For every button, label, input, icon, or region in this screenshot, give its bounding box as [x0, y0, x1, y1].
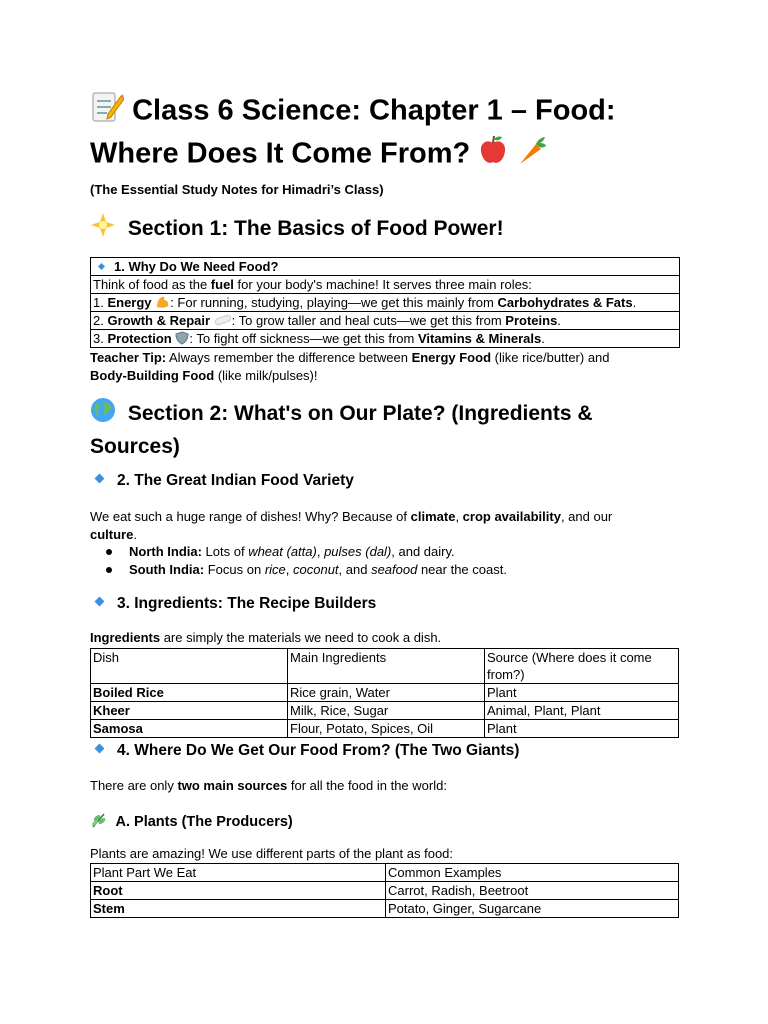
plants-paragraph: Plants are amazing! We use different parts of the plant as food: — [90, 846, 454, 861]
sources-heading: 4. Where Do We Get Our Food From? (The Two Giants) — [96, 742, 519, 760]
section-1-title: Section 1: The Basics of Food Power! — [127, 217, 504, 241]
variety-heading: 2. The Great Indian Food Variety — [96, 472, 354, 490]
role-growth: 2. Growth & Repair : To grow taller and heal cuts—we get this from Proteins. — [91, 311, 679, 329]
variety-paragraph: We eat such a huge range of dishes! Why? Because of climate, crop availability, and our culture. — [90, 509, 613, 542]
diamond-bullet-icon — [95, 744, 105, 754]
carrot-icon — [516, 134, 548, 176]
flexed-biceps-icon — [155, 295, 170, 313]
section-2-title-line-2: Sources) — [90, 435, 180, 458]
section-1-heading — [90, 212, 504, 247]
table-row: Kheer Milk, Rice, Sugar Animal, Plant, Plant — [91, 702, 679, 720]
table-header-row: Dish Main Ingredients Source (Where does it come from?) — [91, 649, 679, 684]
subtitle: (The Essential Study Notes for Himadri’s Class) — [90, 182, 384, 197]
memo-icon — [90, 90, 124, 134]
ingredients-table — [90, 648, 679, 738]
sources-paragraph: There are only two main sources for all the food in the world: — [90, 778, 447, 793]
table-row: Samosa Flour, Potato, Spices, Oil Plant — [91, 720, 679, 738]
section-2-title-line-1: Section 2: What's on Our Plate? (Ingredients & — [127, 402, 593, 426]
table-header-row: Plant Part We Eat Common Examples — [91, 864, 679, 882]
apple-icon — [478, 134, 508, 176]
ingredients-paragraph: Ingredients are simply the materials we need to cook a dish. — [90, 630, 442, 645]
ingredients-heading: 3. Ingredients: The Recipe Builders — [96, 595, 376, 613]
section-2-heading — [90, 397, 593, 462]
role-protection: 3. Protection : To fight off sickness—we get this from Vitamins & Minerals. — [91, 329, 679, 347]
sparkle-star-icon — [90, 212, 116, 247]
region-list — [105, 543, 507, 579]
globe-icon — [90, 397, 116, 432]
table-row: Boiled Rice Rice grain, Water Plant — [91, 684, 679, 702]
herb-icon — [90, 811, 108, 833]
box-intro: Think of food as the fuel for your body's machine! It serves three main roles: — [91, 275, 679, 293]
diamond-bullet-icon — [98, 263, 105, 270]
table-row: Root Carrot, Radish, Beetroot — [91, 882, 679, 900]
plants-heading: A. Plants (The Producers) — [90, 811, 293, 833]
title-line-1: Class 6 Science: Chapter 1 – Food: — [132, 94, 616, 127]
table-row: Stem Potato, Ginger, Sugarcane — [91, 900, 679, 918]
plant-parts-table — [90, 863, 679, 918]
diamond-bullet-icon — [95, 474, 105, 484]
page-title — [90, 90, 616, 176]
diamond-bullet-icon — [95, 597, 105, 607]
food-roles-box — [90, 257, 680, 348]
list-item-south: South India: Focus on rice, coconut, and seafood near the coast. — [105, 561, 507, 579]
role-energy: 1. Energy : For running, studying, playing—we get this mainly from Carbohydrates & Fats. — [91, 293, 679, 311]
teacher-tip: Teacher Tip: Always remember the difference between Energy Food (like rice/butter) and Body-Building Food (like milk/pulses)! — [90, 350, 610, 383]
shield-icon — [175, 331, 189, 349]
box-heading: 1. Why Do We Need Food? — [91, 258, 679, 275]
list-item-north: North India: Lots of wheat (atta), pulses (dal), and dairy. — [105, 543, 507, 561]
title-line-2: Where Does It Come From? — [90, 137, 471, 170]
bandage-icon — [214, 313, 232, 330]
